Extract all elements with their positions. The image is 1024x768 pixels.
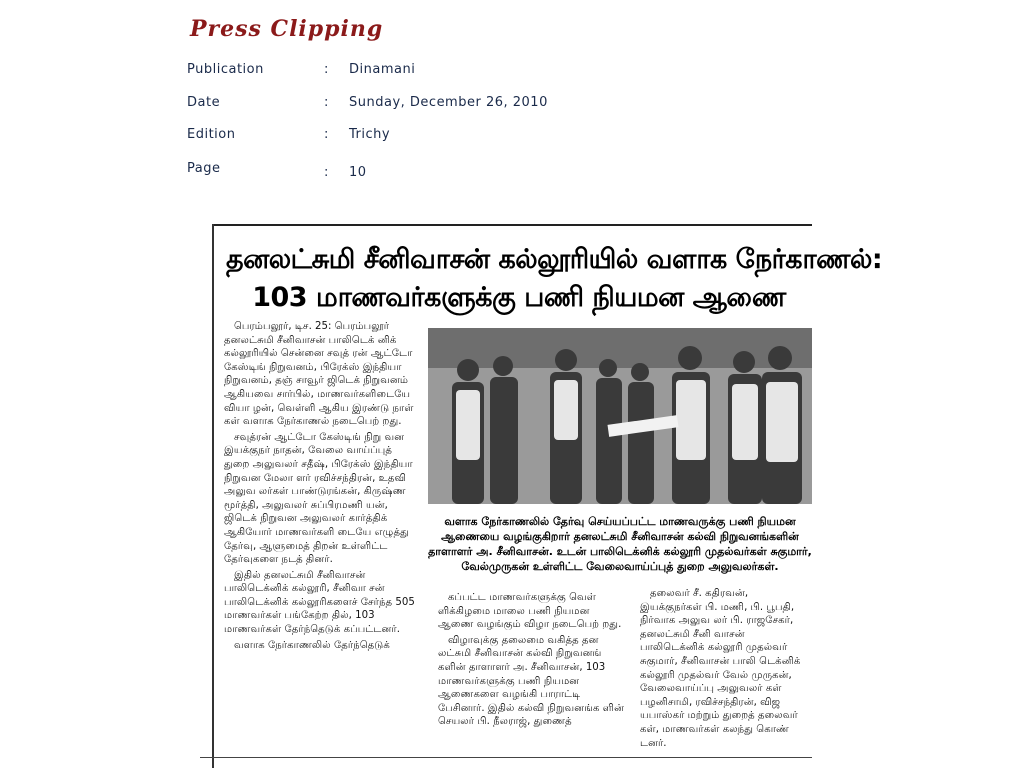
page-value: 10 <box>349 165 367 180</box>
event-photo <box>428 328 812 504</box>
press-clipping-title: Press Clipping <box>190 16 384 42</box>
newspaper-clipping <box>212 224 883 768</box>
column-1-paragraph-1: பெரம்பலூர், டிச. 25: பெரம்பலூர் தனலட்சுமி சீனிவாசன் பாலிடெக் னிக் கல்லூரியில் சென்னை சவுத் ரன் ஆட்டோ கேஸ்டிங் நிறுவனம், பிரேக்ஸ் இந்தியா நிறுவனம், தஞ் சாவூர் ஜிடெக் நிறுவனம் ஆகியவை சார்பில், மாணவர்களிடையே வியா ழன், வெள்ளி ஆகிய இரண்டு நாள் கள் வளாக நேர்காணல் நடைபெற் றது. <box>224 321 414 428</box>
clipping-bottom-rule <box>200 757 812 758</box>
publication-label: Publication <box>187 62 264 77</box>
publication-separator: : <box>324 62 329 77</box>
date-value: Sunday, December 26, 2010 <box>349 95 548 110</box>
headline-line-2: 103 மாணவர்களுக்கு பணி நியமன ஆணை <box>252 282 786 313</box>
article-column-3 <box>640 587 812 752</box>
edition-label: Edition <box>187 127 236 142</box>
article-column-2 <box>438 591 628 731</box>
page-label: Page <box>187 161 221 176</box>
event-photo-illustration <box>428 328 812 504</box>
headline-line-1: தனலட்சுமி சீனிவாசன் கல்லூரியில் வளாக நேர்காணல்: <box>226 244 883 275</box>
date-separator: : <box>324 95 329 110</box>
column-3-paragraph-1: தலைவர் சீ. கதிரவன், இயக்குநர்கள் பி. மணி, பி. பூபதி, நிர்வாக அலுவ லர் பி. ராஜசேகர், தனலட்சுமி சீனி வாசன் பாலிடெக்னிக் கல்லூரி முதல்வர் சுகுமார், சீனிவாசன் பாலி டெக்னிக் கல்லூரி முதல்வர் வேல் முருகன், வேலைவாய்ப்பு அலுவலர் கள் பழனிசாமி, ரவிச்சந்திரன், விஜ யபாஸ்கர் மற்றும் துறைத் தலைவர் கள், மாணவர்கள் கலந்து கொண் டனர். <box>640 588 801 749</box>
edition-separator: : <box>324 127 329 142</box>
column-2-paragraph-2: விழாவுக்கு தலைமை வகித்த தன லட்சுமி சீனிவாசன் கல்வி நிறுவனங் களின் தாளாளர் அ. சீனிவாசன், 103 மாணவர்களுக்கு பணி நியமன ஆணைகளை வழங்கி பாராட்டி பேசினார். இதில் கல்வி நிறுவனங்க ளின் செயலர் பி. நீலராஜ், துணைத் <box>438 634 624 728</box>
date-label: Date <box>187 95 221 110</box>
article-column-1 <box>224 320 418 654</box>
column-1-paragraph-3: இதில் தனலட்சுமி சீனிவாசன் பாலிடெக்னிக் கல்லூரி, சீனிவா சன் பாலிடெக்னிக் கல்லூரிகளைச் சேர்ந்த 505 மாணவர்கள் பங்கேற்ற தில், 103 மாணவர்கள் தேர்ந்தெடுக் கப்பட்டனர். <box>224 569 415 636</box>
publication-value: Dinamani <box>349 62 416 77</box>
edition-value: Trichy <box>349 127 391 142</box>
clipping-top-rule <box>212 224 812 226</box>
column-2-paragraph-1: கப்பட்ட மாணவர்களுக்கு வெள் ளிக்கிழமை மாலை பணி நியமன ஆணை வழங்கும் விழா நடைபெற் றது. <box>438 592 622 631</box>
page-separator: : <box>324 165 329 180</box>
photo-caption: வளாக நேர்காணலில் தேர்வு செய்யப்பட்ட மாணவருக்கு பணி நியமன ஆணையை வழங்குகிறார் தனலட்சுமி சீனிவாசன் கல்வி நிறுவனங்களின் தாளாளர் அ. சீனிவாசன். உடன் பாலிடெக்னிக் கல்லூரி முதல்வர்கள் சுகுமார், வேல்முருகன் உள்ளிட்ட வேலைவாய்ப்புத் துறை அலுவலர்கள். <box>428 515 812 573</box>
column-1-paragraph-2: சவுத்ரன் ஆட்டோ கேஸ்டிங் நிறு வன இயக்குநர் நாதன், வேலை வாய்ப்புத் துறை அலுவலர் சதீஷ், பிரேக்ஸ் இந்தியா நிறுவன மேலா ளர் ரவிச்சந்திரன், உதவி அலுவ லர்கள் பாண்டுரங்கன், கிருஷ்ண மூர்த்தி, அலுவலர் சுப்பிரமணி யன், ஜிடெக் நிறுவன அலுவலர் கார்த்திக் ஆகியோர் மாணவர்களி டையே எழுத்து தேர்வு, ஆளுமைத் திறன் உள்ளிட்ட தேர்வுகளை நடத் தினர். <box>224 431 413 566</box>
clipping-left-rule <box>212 224 214 768</box>
column-1-paragraph-4: வளாக நேர்காணலில் தேர்ந்தெடுக் <box>234 639 390 651</box>
